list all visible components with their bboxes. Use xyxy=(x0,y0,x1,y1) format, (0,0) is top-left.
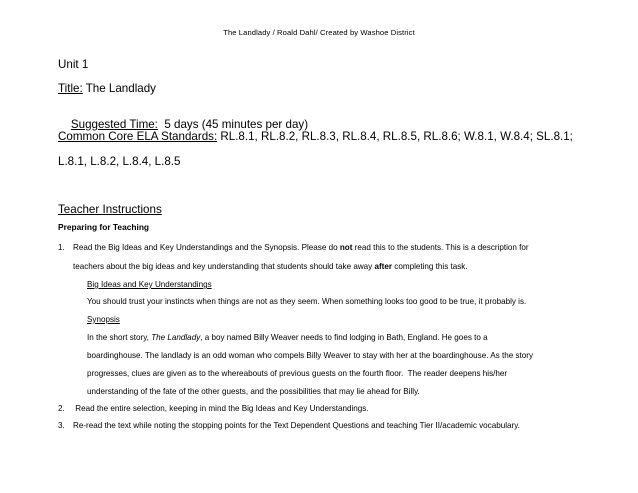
standards-line-2: L.8.1, L.8.2, L.8.4, L.8.5 xyxy=(58,155,181,168)
synopsis-heading: Synopsis xyxy=(87,315,120,324)
story-title: The Landlady xyxy=(151,333,201,342)
synopsis-line-2: boardinghouse. The landlady is an odd woman who compels Billy Weaver to stay with her at the boardinghouse. As the story xyxy=(87,351,534,360)
title-line xyxy=(58,82,156,95)
item-1-bold-after: after xyxy=(374,262,393,271)
item-1-number: 1. xyxy=(58,243,65,252)
preparing-heading: Preparing for Teaching xyxy=(58,222,150,232)
item-3-number: 3. xyxy=(58,421,65,430)
title-label: Title: xyxy=(58,82,83,95)
big-ideas-text: You should trust your instincts when things are not as they seem. When something looks too good to be true, it probably is. xyxy=(87,297,527,306)
big-ideas-heading: Big Ideas and Key Understandings xyxy=(87,280,212,289)
item-1-line-2 xyxy=(73,262,468,271)
title-value: The Landlady xyxy=(82,82,156,95)
item-1-bold-not: not xyxy=(339,243,353,252)
item-1-text-b: read this to the students. This is a description for xyxy=(352,243,529,252)
synopsis-line-3: progresses, clues are given as to the whereabouts of previous guests on the fourth floor. The reader deepens his/her xyxy=(87,369,508,378)
synopsis-line-1 xyxy=(87,333,488,342)
item-1-text-d: completing this task. xyxy=(392,262,468,271)
item-1-text-a: Read the Big Ideas and Key Understandings and the Synopsis. Please do xyxy=(73,243,340,252)
item-2-text: Read the entire selection, keeping in mind the Big Ideas and Key Understandings. xyxy=(73,404,369,413)
teacher-instructions-heading: Teacher Instructions xyxy=(58,203,162,216)
synopsis-text-b: , a boy named Billy Weaver needs to find lodging in Bath, England. He goes to a xyxy=(200,333,488,342)
standards-line xyxy=(58,130,573,143)
item-2-number: 2. xyxy=(58,404,65,413)
standards-label: Common Core ELA Standards: xyxy=(58,130,218,143)
item-1-text-c: teachers about the big ideas and key understanding that students should take away xyxy=(73,262,375,271)
time-value: 5 days (45 minutes per day) xyxy=(157,118,309,131)
item-1-line-1 xyxy=(73,243,529,252)
page-header: The Landlady / Roald Dahl/ Created by Washoe District xyxy=(223,28,415,37)
unit-label: Unit 1 xyxy=(58,58,89,71)
item-3-text: Re-read the text while noting the stopping points for the Text Dependent Questions and teaching Tier II/academic vocabulary. xyxy=(73,421,520,430)
synopsis-text-a: In the short story, xyxy=(87,333,152,342)
time-label: Suggested Time: xyxy=(70,118,158,131)
synopsis-line-4: understanding of the fate of the other guests, and the possibilities that may lie ahead for Billy. xyxy=(87,387,420,396)
standards-list: RL.8.1, RL.8.2, RL.8.3, RL.8.4, RL.8.5, RL.8.6; W.8.1, W.8.4; SL.8.1; xyxy=(217,130,573,143)
